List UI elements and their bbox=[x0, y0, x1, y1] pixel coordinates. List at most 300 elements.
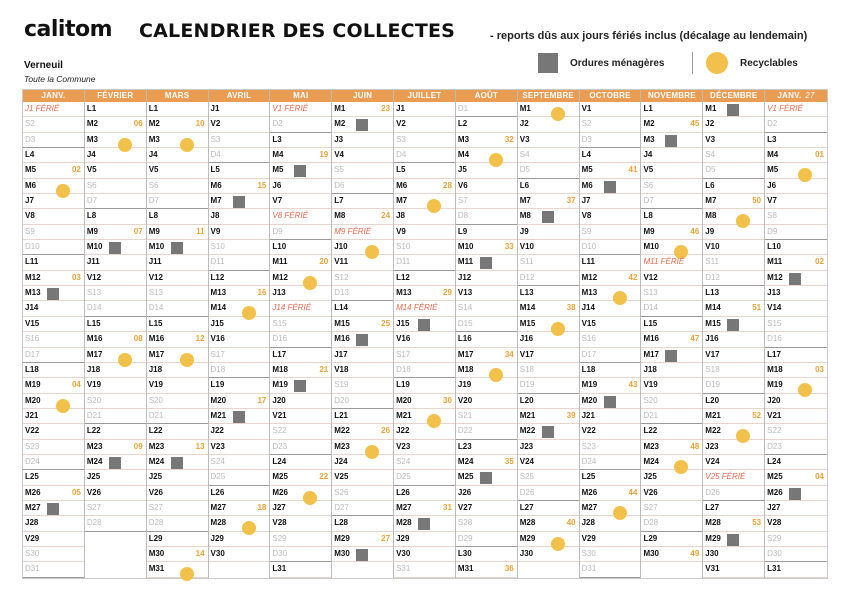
day-label: V9 bbox=[210, 226, 221, 236]
day-cell bbox=[456, 133, 517, 148]
day-label: M27 bbox=[396, 502, 412, 512]
day-cell bbox=[456, 363, 517, 378]
day-cell bbox=[23, 332, 84, 347]
day-label: M7 bbox=[210, 196, 222, 206]
day-cell bbox=[85, 424, 146, 439]
day-label: L24 bbox=[272, 456, 287, 466]
day-cell bbox=[641, 225, 702, 240]
day-label: V12 bbox=[86, 272, 102, 282]
empty-day-cell bbox=[85, 532, 146, 547]
day-label: L6 bbox=[705, 180, 715, 190]
day-cell bbox=[394, 225, 455, 240]
day-label: L6 bbox=[519, 180, 530, 190]
day-cell bbox=[209, 102, 270, 117]
day-label: J15 bbox=[396, 318, 410, 328]
day-cell bbox=[394, 424, 455, 439]
day-label: V21 bbox=[767, 410, 782, 420]
day-cell bbox=[270, 348, 331, 363]
ordures-menageres-square-icon bbox=[294, 165, 306, 177]
day-cell bbox=[394, 394, 455, 409]
day-label: L24 bbox=[767, 456, 781, 466]
day-cell bbox=[270, 394, 331, 409]
day-label: J21 bbox=[581, 410, 595, 420]
month-header bbox=[23, 90, 84, 102]
day-label: J24 bbox=[334, 456, 348, 466]
day-cell bbox=[641, 286, 702, 301]
week-number: 43 bbox=[628, 380, 638, 390]
day-cell bbox=[85, 148, 146, 163]
day-cell bbox=[394, 240, 455, 255]
day-cell bbox=[703, 317, 764, 332]
calitom-logo: calitom bbox=[24, 17, 113, 42]
legend-recyclables bbox=[706, 52, 798, 74]
day-label: J2 bbox=[705, 119, 715, 129]
day-label: V14 bbox=[767, 303, 782, 313]
day-cell bbox=[765, 470, 827, 485]
day-cell bbox=[85, 501, 146, 516]
day-cell bbox=[641, 271, 702, 286]
month-name: NOVEMBRE bbox=[647, 91, 696, 100]
day-cell bbox=[580, 301, 641, 316]
day-label: M27 bbox=[581, 502, 598, 512]
month-column bbox=[641, 90, 703, 578]
day-label: M12 bbox=[581, 272, 598, 282]
day-cell bbox=[85, 486, 146, 501]
day-cell bbox=[703, 424, 764, 439]
day-cell bbox=[394, 547, 455, 562]
day-cell bbox=[332, 455, 393, 470]
day-label: V9 bbox=[396, 226, 406, 236]
day-label: J15 bbox=[210, 318, 224, 328]
day-cell bbox=[147, 455, 208, 470]
week-number: 33 bbox=[504, 242, 514, 252]
day-cell bbox=[23, 470, 84, 485]
day-label: M13 bbox=[396, 288, 412, 298]
day-label: L10 bbox=[767, 242, 781, 252]
day-label: M11 bbox=[272, 257, 288, 267]
day-label: V20 bbox=[457, 395, 473, 405]
day-label: S31 bbox=[396, 564, 411, 574]
holiday-note: - reports dûs aux jours fériés inclus (décalage au lendemain) bbox=[490, 30, 808, 42]
day-cell bbox=[703, 117, 764, 132]
day-label: M17 bbox=[457, 349, 474, 359]
day-label: V2 bbox=[210, 119, 221, 129]
day-cell bbox=[270, 516, 331, 531]
day-label: M1 bbox=[705, 104, 717, 113]
day-cell bbox=[518, 470, 579, 485]
month-header bbox=[332, 90, 393, 102]
day-cell bbox=[641, 148, 702, 163]
day-cell bbox=[641, 102, 702, 117]
day-label: V19 bbox=[643, 380, 658, 390]
month-header bbox=[703, 90, 764, 102]
day-label: M6 bbox=[396, 180, 408, 190]
day-label: J16 bbox=[705, 334, 719, 344]
day-label: D23 bbox=[767, 441, 782, 451]
day-cell bbox=[641, 424, 702, 439]
day-cell bbox=[456, 102, 517, 117]
day-cell bbox=[23, 378, 84, 393]
day-label: S17 bbox=[396, 349, 411, 359]
day-label: J16 bbox=[519, 334, 534, 344]
day-cell bbox=[580, 225, 641, 240]
day-label: S15 bbox=[767, 318, 782, 328]
day-cell bbox=[580, 332, 641, 347]
day-cell bbox=[23, 501, 84, 516]
day-label: D16 bbox=[767, 334, 782, 344]
day-cell bbox=[456, 255, 517, 270]
day-cell bbox=[580, 486, 641, 501]
day-label: J6 bbox=[272, 180, 282, 190]
day-cell bbox=[270, 225, 331, 240]
day-cell bbox=[765, 179, 827, 194]
day-label: M17 bbox=[643, 349, 659, 359]
day-label: V10 bbox=[519, 242, 534, 252]
day-label: V22 bbox=[25, 426, 40, 436]
day-cell bbox=[270, 470, 331, 485]
ordures-menageres-square-icon bbox=[418, 518, 430, 530]
day-cell bbox=[270, 547, 331, 562]
day-label: J4 bbox=[86, 150, 96, 160]
day-cell bbox=[641, 378, 702, 393]
day-label: L15 bbox=[86, 318, 101, 328]
day-label: M2 bbox=[86, 119, 98, 129]
day-label: M16 bbox=[334, 334, 350, 344]
day-cell bbox=[580, 455, 641, 470]
day-label: D28 bbox=[86, 518, 102, 528]
day-label: S20 bbox=[148, 395, 163, 405]
day-cell bbox=[147, 348, 208, 363]
day-label: M21 bbox=[396, 410, 412, 420]
day-label: S11 bbox=[705, 257, 719, 267]
day-label: V26 bbox=[148, 487, 163, 497]
month-header bbox=[641, 90, 702, 102]
week-number: 20 bbox=[319, 257, 329, 267]
day-label: V3 bbox=[705, 134, 716, 144]
day-cell bbox=[518, 532, 579, 547]
day-cell bbox=[518, 148, 579, 163]
day-cell bbox=[209, 394, 270, 409]
day-label: J22 bbox=[396, 426, 410, 436]
week-number: 49 bbox=[690, 548, 700, 558]
day-cell bbox=[85, 378, 146, 393]
day-label: J7 bbox=[25, 196, 34, 206]
day-label: M23 bbox=[643, 441, 659, 451]
day-label: J4 bbox=[643, 150, 653, 160]
day-cell bbox=[85, 194, 146, 209]
day-label: M20 bbox=[210, 395, 227, 405]
ordures-menageres-square-icon bbox=[727, 319, 739, 331]
day-label: S13 bbox=[86, 288, 102, 298]
day-cell bbox=[209, 194, 270, 209]
day-cell bbox=[394, 532, 455, 547]
day-cell bbox=[85, 133, 146, 148]
day-cell bbox=[580, 117, 641, 132]
legend-rec-label: Recyclables bbox=[740, 57, 798, 69]
day-label: M22 bbox=[519, 426, 536, 436]
day-cell bbox=[270, 271, 331, 286]
day-label: J9 bbox=[519, 226, 529, 236]
day-cell bbox=[394, 440, 455, 455]
day-cell bbox=[580, 179, 641, 194]
day-label: L21 bbox=[334, 410, 349, 420]
day-cell bbox=[456, 301, 517, 316]
day-label: M17 bbox=[86, 349, 103, 359]
week-number: 24 bbox=[381, 211, 391, 221]
day-cell bbox=[518, 225, 579, 240]
day-label: V28 bbox=[767, 518, 782, 528]
ordures-menageres-square-icon bbox=[727, 104, 739, 116]
day-label: D3 bbox=[25, 134, 36, 144]
week-number: 12 bbox=[195, 334, 205, 344]
day-cell bbox=[332, 194, 393, 209]
day-label: S30 bbox=[581, 548, 596, 558]
day-cell bbox=[456, 317, 517, 332]
day-label: L11 bbox=[581, 257, 595, 267]
day-cell bbox=[394, 317, 455, 332]
day-cell bbox=[641, 516, 702, 531]
day-label: M25 bbox=[272, 472, 288, 482]
day-label: D11 bbox=[210, 257, 225, 267]
day-label: S20 bbox=[86, 395, 102, 405]
day-label: L20 bbox=[519, 395, 534, 405]
ordures-menageres-square-icon bbox=[233, 411, 245, 423]
ordures-menageres-square-icon bbox=[171, 457, 183, 469]
day-label: M7 bbox=[396, 196, 408, 206]
day-label: D21 bbox=[148, 410, 164, 420]
day-label: J29 bbox=[396, 533, 410, 543]
day-cell bbox=[270, 455, 331, 470]
day-label: M17 bbox=[148, 349, 165, 359]
day-cell bbox=[518, 486, 579, 501]
day-cell bbox=[147, 286, 208, 301]
day-label: J27 bbox=[272, 502, 286, 512]
day-cell bbox=[332, 547, 393, 562]
day-cell bbox=[641, 163, 702, 178]
day-label: J20 bbox=[272, 395, 286, 405]
day-cell bbox=[332, 209, 393, 224]
day-cell bbox=[580, 363, 641, 378]
day-label: D14 bbox=[86, 303, 102, 313]
day-cell bbox=[456, 562, 517, 577]
day-cell bbox=[456, 209, 517, 224]
day-label: M15 bbox=[705, 318, 721, 328]
day-cell bbox=[641, 532, 702, 547]
day-label: V31 bbox=[705, 564, 720, 574]
commune-name: Verneuil bbox=[24, 60, 63, 71]
day-cell bbox=[23, 271, 84, 286]
day-label: S4 bbox=[705, 150, 716, 160]
month-header bbox=[456, 90, 517, 102]
day-cell bbox=[394, 562, 455, 577]
week-number: 50 bbox=[752, 196, 762, 206]
day-label: D20 bbox=[334, 395, 349, 405]
month-name: OCTOBRE bbox=[589, 91, 631, 100]
day-cell bbox=[209, 501, 270, 516]
day-label: J25 bbox=[643, 472, 657, 482]
day-cell bbox=[147, 332, 208, 347]
day-label: V5 bbox=[148, 165, 159, 175]
day-cell bbox=[580, 409, 641, 424]
day-cell bbox=[456, 409, 517, 424]
day-cell bbox=[209, 516, 270, 531]
day-cell bbox=[703, 547, 764, 562]
day-label: L31 bbox=[272, 564, 287, 574]
day-cell bbox=[85, 286, 146, 301]
day-label: M28 bbox=[519, 518, 536, 528]
day-cell bbox=[147, 409, 208, 424]
day-cell bbox=[518, 133, 579, 148]
day-label: M12 bbox=[272, 272, 288, 282]
day-cell bbox=[703, 532, 764, 547]
day-label: M13 bbox=[25, 288, 41, 298]
day-cell bbox=[518, 179, 579, 194]
day-cell bbox=[641, 394, 702, 409]
day-label: S13 bbox=[643, 288, 658, 298]
legend-om-label: Ordures ménagères bbox=[570, 57, 665, 69]
day-label: M30 bbox=[643, 548, 659, 558]
day-cell bbox=[580, 501, 641, 516]
day-cell bbox=[394, 378, 455, 393]
day-cell bbox=[147, 133, 208, 148]
ordures-menageres-square-icon bbox=[418, 319, 430, 331]
day-cell bbox=[209, 301, 270, 316]
day-label: D16 bbox=[272, 334, 288, 344]
day-label: M26 bbox=[25, 487, 41, 497]
day-cell bbox=[580, 286, 641, 301]
day-label: L22 bbox=[148, 426, 163, 436]
day-label: L27 bbox=[519, 502, 534, 512]
day-label: V7 bbox=[272, 196, 283, 206]
day-label: D18 bbox=[396, 364, 411, 374]
day-cell bbox=[765, 332, 827, 347]
day-cell bbox=[518, 424, 579, 439]
day-cell bbox=[23, 194, 84, 209]
day-label: M24 bbox=[643, 456, 659, 466]
day-label: S25 bbox=[519, 472, 534, 482]
empty-day-cell bbox=[518, 562, 579, 577]
day-label: S21 bbox=[457, 410, 473, 420]
day-cell bbox=[332, 271, 393, 286]
day-cell bbox=[580, 562, 641, 577]
day-label: L18 bbox=[581, 364, 596, 374]
day-cell bbox=[456, 532, 517, 547]
day-label: J10 bbox=[334, 242, 348, 252]
day-cell bbox=[703, 348, 764, 363]
day-cell bbox=[518, 317, 579, 332]
day-label: L1 bbox=[86, 104, 97, 113]
day-cell bbox=[209, 133, 270, 148]
day-label: L25 bbox=[581, 472, 596, 482]
week-number: 35 bbox=[504, 456, 514, 466]
day-cell bbox=[703, 394, 764, 409]
day-cell bbox=[332, 117, 393, 132]
day-label: M11 FÉRIÉ bbox=[643, 257, 685, 267]
day-cell bbox=[23, 148, 84, 163]
day-label: M12 bbox=[767, 272, 783, 282]
day-cell bbox=[580, 209, 641, 224]
day-label: V5 bbox=[86, 165, 97, 175]
day-cell bbox=[270, 440, 331, 455]
day-cell bbox=[456, 501, 517, 516]
day-label: M3 bbox=[86, 134, 98, 144]
day-label: D28 bbox=[148, 518, 164, 528]
month-column bbox=[580, 90, 642, 578]
day-label: M31 bbox=[457, 564, 474, 574]
day-cell bbox=[23, 240, 84, 255]
month-column bbox=[394, 90, 456, 578]
day-cell bbox=[456, 332, 517, 347]
day-label: V15 bbox=[25, 318, 40, 328]
day-label: J9 bbox=[705, 226, 715, 236]
day-cell bbox=[85, 209, 146, 224]
day-label: M8 bbox=[519, 211, 531, 221]
zone-label: Toute la Commune bbox=[24, 74, 96, 84]
day-label: M29 bbox=[334, 533, 350, 543]
week-number: 06 bbox=[133, 119, 143, 129]
day-label: S9 bbox=[581, 226, 592, 236]
day-label: L30 bbox=[457, 548, 472, 558]
day-cell bbox=[580, 378, 641, 393]
day-label: L14 bbox=[334, 303, 349, 313]
day-cell bbox=[456, 225, 517, 240]
day-cell bbox=[147, 179, 208, 194]
day-label: D14 bbox=[643, 303, 659, 313]
day-label: M27 bbox=[210, 502, 227, 512]
month-name: JUILLET bbox=[407, 91, 442, 100]
day-label: L13 bbox=[519, 288, 534, 298]
day-cell bbox=[147, 240, 208, 255]
ordures-menageres-square-icon bbox=[480, 257, 492, 269]
day-cell bbox=[209, 378, 270, 393]
day-cell bbox=[703, 562, 764, 577]
day-cell bbox=[85, 470, 146, 485]
day-label: S24 bbox=[210, 456, 225, 466]
month-header bbox=[147, 90, 208, 102]
day-cell bbox=[703, 225, 764, 240]
day-label: S12 bbox=[334, 272, 349, 282]
day-cell bbox=[23, 424, 84, 439]
month-name: DÉCEMBRE bbox=[710, 91, 758, 100]
day-cell bbox=[394, 501, 455, 516]
day-cell bbox=[394, 209, 455, 224]
week-number: 45 bbox=[690, 119, 700, 129]
day-label: J21 bbox=[25, 410, 39, 420]
day-label: D1 bbox=[457, 104, 469, 113]
day-label: M26 bbox=[767, 487, 783, 497]
day-cell bbox=[332, 301, 393, 316]
day-label: D2 bbox=[272, 119, 283, 129]
ordures-menageres-square-icon bbox=[480, 472, 492, 484]
day-label: D14 bbox=[148, 303, 164, 313]
day-label: M5 bbox=[581, 165, 593, 175]
day-label: J20 bbox=[767, 395, 781, 405]
week-number: 34 bbox=[504, 349, 514, 359]
day-cell bbox=[765, 363, 827, 378]
day-label: S19 bbox=[334, 380, 349, 390]
day-cell bbox=[147, 117, 208, 132]
day-label: L23 bbox=[457, 441, 472, 451]
ordures-menageres-square-icon bbox=[47, 288, 59, 300]
week-number: 19 bbox=[319, 150, 329, 160]
day-cell bbox=[765, 486, 827, 501]
day-label: M9 bbox=[643, 226, 655, 236]
day-label: M3 bbox=[643, 134, 655, 144]
day-cell bbox=[85, 348, 146, 363]
day-label: M4 bbox=[457, 150, 470, 160]
day-cell bbox=[270, 102, 331, 117]
day-label: V16 bbox=[396, 334, 411, 344]
